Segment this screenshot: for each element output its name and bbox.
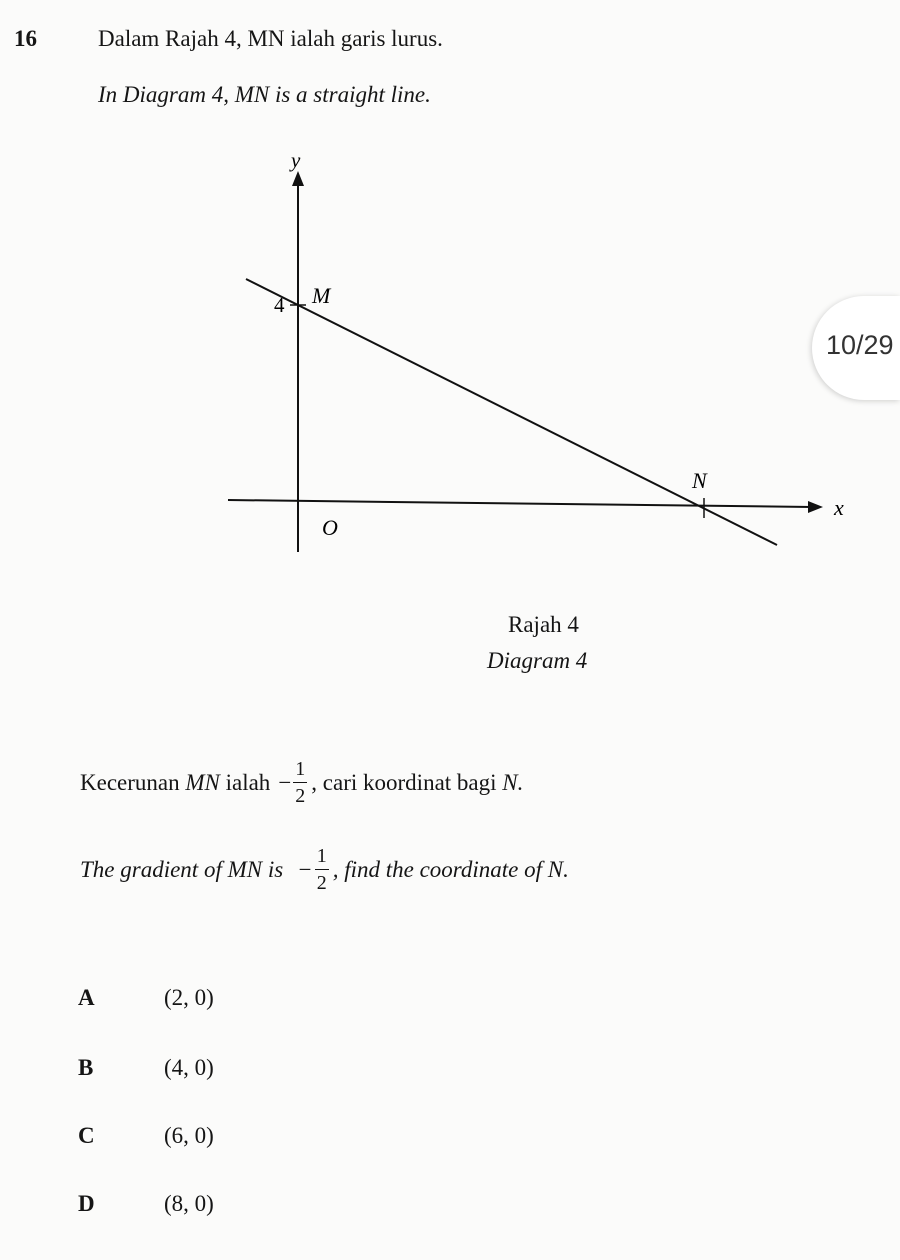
- fraction: [315, 845, 329, 894]
- line-mn: [246, 279, 777, 545]
- prompt-text: Kecerunan: [80, 769, 180, 795]
- option-b-value[interactable]: (4, 0): [164, 1055, 214, 1080]
- point-m-label: M: [312, 283, 331, 308]
- denominator: 2: [295, 785, 306, 807]
- option-a-letter[interactable]: A: [78, 985, 95, 1010]
- origin-label: O: [322, 515, 338, 540]
- y-axis-arrow-icon: [292, 171, 304, 186]
- denominator: 2: [316, 872, 327, 894]
- numerator: 1: [295, 758, 306, 780]
- point-n-label: N: [692, 468, 707, 493]
- prompt-text: ialah: [225, 769, 271, 795]
- prompt-text: , find the coordinate of N.: [332, 856, 569, 882]
- prompt-malay: [80, 758, 523, 807]
- option-d-value[interactable]: (8, 0): [164, 1191, 214, 1216]
- y-intercept-label: 4: [274, 293, 285, 317]
- option-b-letter[interactable]: B: [78, 1055, 94, 1080]
- caption-malay: Rajah 4: [508, 612, 579, 637]
- option-a-value[interactable]: (2, 0): [164, 985, 214, 1010]
- prompt-english: [80, 845, 569, 894]
- x-axis-arrow-icon: [808, 501, 823, 513]
- minus-sign: −: [297, 856, 313, 882]
- minus-sign: −: [278, 769, 292, 795]
- option-c-letter[interactable]: C: [78, 1123, 95, 1148]
- x-axis: [228, 500, 812, 507]
- x-axis-label: x: [834, 495, 844, 520]
- option-d-letter[interactable]: D: [78, 1191, 95, 1216]
- question-number: 16: [14, 26, 37, 51]
- prompt-text: The gradient of MN is: [80, 856, 284, 882]
- prompt-text: , cari koordinat bagi: [311, 769, 497, 795]
- question-text-malay: Dalam Rajah 4, MN ialah garis lurus.: [98, 26, 443, 51]
- option-c-value[interactable]: (6, 0): [164, 1123, 214, 1148]
- y-axis-label: y: [291, 148, 301, 172]
- numerator: 1: [316, 845, 327, 867]
- prompt-n: N.: [502, 769, 524, 795]
- prompt-mn: MN: [185, 769, 220, 795]
- page-indicator-text: 10/29: [826, 330, 894, 360]
- diagram: [0, 0, 900, 600]
- question-text-english: In Diagram 4, MN is a straight line.: [98, 82, 431, 107]
- caption-english: Diagram 4: [487, 648, 588, 673]
- fraction: [293, 758, 307, 807]
